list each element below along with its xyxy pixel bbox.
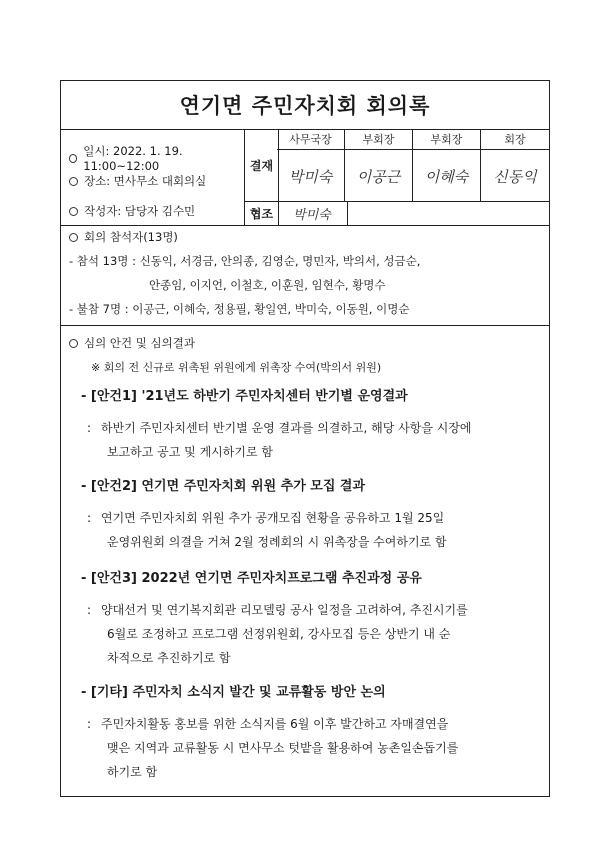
agenda-item-line: 맺은 지역과 교류활동 시 면사무소 텃밭을 활용하여 농촌일손돕기를	[107, 741, 459, 755]
date-line	[69, 143, 244, 173]
approval-role: 부회장	[345, 129, 412, 150]
coop-signature: 박미숙	[277, 201, 348, 225]
agenda-item-body	[81, 506, 543, 554]
agenda-item-body	[81, 598, 543, 670]
agenda-item	[81, 385, 543, 464]
agenda-item	[81, 567, 543, 670]
coop-label: 협조	[244, 201, 279, 225]
approval-column	[345, 129, 413, 201]
agenda-note: ※ 회의 전 신규로 위촉된 위원에게 위촉장 수여(박의서 위원)	[91, 361, 382, 374]
agenda-item	[81, 681, 543, 784]
agenda-item-line: 연기면 주민자치회 위원 추가 공개모집 현황을 공유하고 1월 25일	[101, 511, 445, 525]
circle-bullet-icon	[69, 233, 78, 242]
present-row-continued	[69, 277, 544, 293]
meeting-info	[61, 129, 244, 225]
agenda-item-line: 6월로 조정하고 프로그램 선정위원회, 강사모집 등은 상반기 내 순	[107, 627, 451, 641]
place-line	[69, 173, 206, 189]
agenda-item-line: 하반기 주민자치센터 반기별 운영 결과를 의결하고, 해당 사항을 시장에	[101, 421, 472, 435]
agenda-item-line: 차적으로 추진하기로 함	[107, 651, 231, 665]
title-row	[61, 81, 549, 130]
agenda-item-line: 하기로 함	[107, 765, 158, 779]
present-row	[69, 253, 544, 269]
approval-signature: 이공근	[356, 167, 401, 186]
document-title: 연기면 주민자치회 회의록	[179, 94, 431, 118]
agenda-heading-row	[69, 335, 544, 351]
lead-mark: :	[87, 511, 92, 525]
approval-signature: 신동익	[493, 167, 537, 186]
agenda-item-body	[81, 712, 543, 784]
approval-role: 회장	[481, 129, 549, 150]
agenda-item-line: 보고하고 공고 및 게시하기로 함	[107, 445, 273, 459]
approval-column	[481, 129, 549, 201]
lead-mark: :	[87, 717, 92, 731]
meeting-date: 일시: 2022. 1. 19. 11:00~12:00	[83, 144, 183, 173]
agenda-item-title: - [기타] 주민자치 소식지 발간 및 교류활동 방안 논의	[81, 685, 386, 700]
approval-signature: 박미숙	[288, 167, 333, 186]
circle-bullet-icon	[69, 154, 77, 163]
agenda-item-line: 운영위원회 의결을 거쳐 2월 정례회의 시 위촉장을 수여하기로 함	[107, 535, 447, 549]
attendance-section	[69, 229, 544, 325]
lead-mark: :	[87, 603, 92, 617]
agenda-item-line: 주민자치활동 홍보를 위한 소식지를 6월 이후 발간하고 자매결연을	[101, 717, 449, 731]
agenda-section	[69, 335, 544, 375]
approval-role: 사무국장	[277, 129, 344, 150]
meeting-place: 장소: 면사무소 대회의실	[84, 174, 207, 188]
circle-bullet-icon	[69, 207, 78, 216]
agenda-item-title: - [안건1] '21년도 하반기 주민자치센터 반기별 운영결과	[81, 389, 408, 404]
lead-mark: :	[87, 421, 92, 435]
agenda-heading: 심의 안건 및 심의결과	[84, 336, 195, 350]
approval-column	[413, 129, 481, 201]
present-list-continued: 안종임, 이지언, 이철호, 이훈원, 임현수, 황명수	[149, 278, 386, 292]
approval-label: 결재	[244, 129, 279, 202]
agenda-item	[81, 475, 543, 554]
meeting-writer: 작성자: 담당자 김수민	[84, 204, 196, 218]
circle-bullet-icon	[69, 339, 78, 348]
minutes-document	[60, 80, 550, 797]
absent-row	[69, 301, 544, 317]
divider	[61, 325, 549, 326]
attendance-heading: 회의 참석자(13명)	[84, 230, 178, 244]
absent-list: - 불참 7명 : 이공근, 이혜숙, 정용필, 황일연, 박미숙, 이동원, 이명순	[69, 302, 410, 316]
approval-grid	[277, 129, 549, 202]
approval-signature: 이혜숙	[424, 167, 469, 186]
circle-bullet-icon	[69, 177, 78, 186]
agenda-item-title: - [안건3] 2022년 연기면 주민자치프로그램 추진과정 공유	[81, 571, 422, 586]
writer-line	[69, 203, 195, 219]
attendance-heading-row	[69, 229, 544, 245]
approval-column	[277, 129, 345, 201]
present-list: - 참석 13명 : 신동익, 서경금, 안의종, 김영순, 명민자, 박의서, 성금순,	[69, 254, 421, 268]
divider	[61, 225, 549, 226]
approval-role: 부회장	[413, 129, 480, 150]
agenda-item-body	[81, 416, 543, 464]
agenda-item-line: 양대선거 및 연기복지회관 리모델링 공사 일정을 고려하여, 추진시기를	[101, 603, 468, 617]
agenda-item-title: - [안건2] 연기면 주민자치회 위원 추가 모집 결과	[81, 479, 366, 494]
